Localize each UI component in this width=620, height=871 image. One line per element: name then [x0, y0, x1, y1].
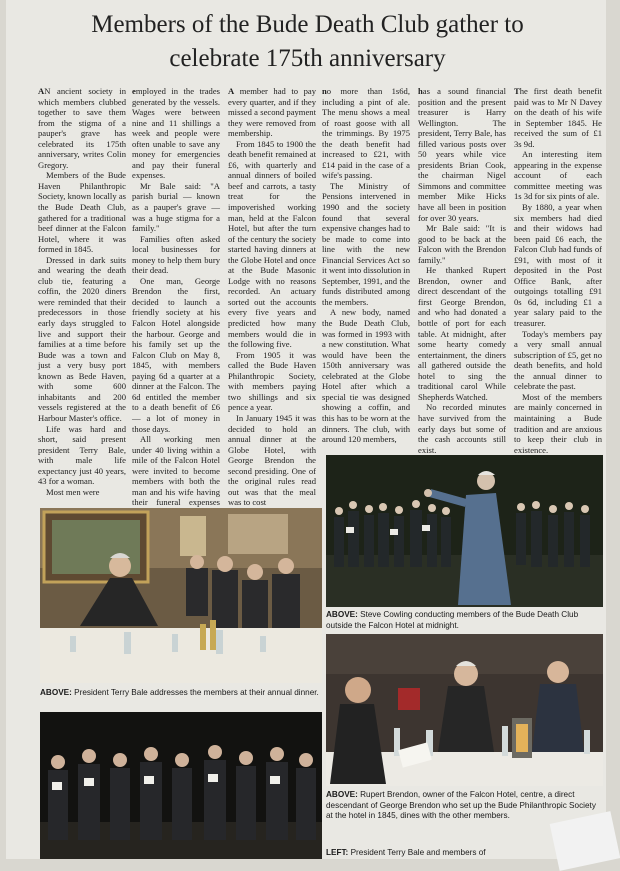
- paragraph: No recorded minutes have survived from the early days but some of the cash accounts still exist.: [418, 402, 506, 455]
- newspaper-page: [6, 0, 606, 859]
- headline: [20, 8, 595, 76]
- photo-members-singing: [40, 712, 322, 859]
- paragraph: In January 1945 it was decided to hold an annual dinner at the Globe Hotel, with George Brendon the second presiding. One of the original rules read out was that the meal was to cost: [228, 412, 316, 508]
- paragraph: employed in the trades generated by the vessels. Wages were between nine and 11 shillings a week and people were often unable to save any money for emergencies and pay their funeral expenses.: [132, 86, 220, 181]
- article-column-6: [514, 86, 602, 455]
- paragraph: The Ministry of Pensions intervened in 1990 and the society found that several expensive changes had to be made to come into line with the new Financial Services Act so it went into dissolution in September, 1991, and the funds distributed among the members.: [322, 180, 410, 307]
- article-column-5: [418, 86, 506, 455]
- caption-steve-cowling: [326, 610, 603, 631]
- paragraph: Life was hard and short, said present president Terry Bale, with male life expectancy just 40 years, 43 for a woman.: [38, 423, 126, 487]
- headline-line-2: celebrate 175th anniversary: [169, 45, 446, 72]
- paragraph: A new body, named the Bude Death Club, was formed in 1993 with a new constitution. What would have been the 150th anniversary was celebrated at the Globe Hotel after which a special tie was designed showing a coffin, and this has to be worn at the dinners. The club, with around 120 members,: [322, 307, 410, 445]
- article-column-1: [38, 86, 126, 506]
- photo-terry-bale-addresses: [40, 508, 322, 683]
- paragraph: He thanked Rupert Brendon, owner and direct descendant of the first George Brendon, and who had donated a bottle of port for each table. At midnight, after some hearty comedy entertainment, the diners all gathered outside the hotel to sing the traditional carol While Shepherds Watched.: [418, 265, 506, 402]
- caption-label: LEFT:: [326, 848, 349, 857]
- caption-label: ABOVE:: [326, 790, 358, 799]
- paragraph: Members of the Bude Haven Philanthropic Society, known locally as the Bude Death Club, gathered for a traditional beef dinner at the Falcon Hotel, where it was formed in 1845.: [38, 170, 126, 255]
- paragraph: The first death benefit paid was to Mr N Davey on the death of his wife in September 1845. He received the sum of £1 3s 9d.: [514, 86, 602, 149]
- paragraph: Mr Bale said: "It is good to be back at the Falcon with the Brendon family.": [418, 223, 506, 265]
- caption-text: Rupert Brendon, owner of the Falcon Hotel, centre, a direct descendant of George Brendon who set up the Bude Philanthropic Society at the hotel in 1845, dines with the other members.: [326, 790, 596, 820]
- caption-terry-bale: [40, 688, 322, 699]
- paragraph: Families often asked local businesses for money to help them bury their dead.: [132, 233, 220, 276]
- paragraph: has a sound financial position and the present treasurer is Harry Wellington. The president, Terry Bale, has filled various posts over 50 years while vice presidents Brian Cook, the chairman Nigel Simmons and committee member Mike Hicks have all been in position for over 30 years.: [418, 86, 506, 223]
- article-column-4: [322, 86, 410, 450]
- paragraph: From 1845 to 1900 the death benefit remained at £6, with quarterly and annual dinners of boiled beef and carrots, a tasty treat for the impoverished working man, held at the Falcon Hotel, but after the turn of the century the society started having dinners at the Globe Hotel and once at the Bude Masonic Lodge with no reasons recorded. An actuary sorted out the accounts every five years and predicted how many members would die in the following five.: [228, 138, 316, 350]
- paragraph: Today's members pay a very small annual subscription of £5, get no death benefits, and hold the annual dinner to celebrate the past.: [514, 328, 602, 392]
- paragraph: An interesting item appearing in the expense account of each committee meeting was 1s 3d for six pints of ale.: [514, 149, 602, 202]
- paragraph: no more than 1s6d, including a pint of ale. The menu shows a meal of roast goose with all the trimmings. By 1975 the death benefit had increased to £21, with £14 paid in the case of a wife's passing.: [322, 86, 410, 181]
- paragraph: Most men were: [46, 486, 100, 497]
- caption-label: ABOVE:: [40, 688, 72, 697]
- paragraph: Dressed in dark suits and wearing the death club tie, featuring a coffin, the 2020 diners were reminded that their predecessors in those early days struggled to live and support their families at a time before Bude was a town and just a very busy port known as Bede Haven, with some 600 inhabitants and 200 vessels registered at the Harbour Master's office.: [38, 254, 126, 423]
- photo-dinner-scene: [40, 508, 322, 683]
- caption-text: President Terry Bale addresses the members at their annual dinner.: [74, 688, 319, 697]
- caption-left-terry-bale: [326, 848, 516, 859]
- photo-outdoor-scene: [326, 455, 603, 607]
- headline-line-1: Members of the Bude Death Club gather to: [91, 11, 524, 38]
- caption-text: President Terry Bale and members of: [350, 848, 486, 857]
- photo-dining-table: [326, 634, 603, 786]
- caption-rupert-brendon: [326, 790, 603, 822]
- paragraph: Most of the members are mainly concerned in maintaining a Bude tradition and are anxious to keep their club in existence.: [514, 391, 602, 455]
- paragraph: One man, George Brendon the first, decided to launch a friendly society at his Falcon Hotel alongside the harbour. George and his family set up the Falcon Club on May 8, 1845, with members paying 6d a quarter at a dinner at the Falcon. The 6d entitled the member to a death benefit of £6 — a lot of money in those days.: [132, 275, 220, 434]
- article-column-3: [228, 86, 316, 506]
- article-column-2: [132, 86, 220, 506]
- paragraph: Mr Bale said: "A parish burial — known as a pauper's grave — was a huge stigma for a family.": [132, 180, 220, 234]
- paragraph: AN ancient society in which members clubbed together to save them from the stigma of a pauper's grave has celebrated its 175th anniversary, writes Colin Gregory.: [38, 86, 126, 170]
- photo-steve-cowling-conducting: [326, 455, 603, 607]
- photo-night-crowd: [40, 712, 322, 859]
- paragraph: A member had to pay every quarter, and if they missed a second payment they were removed from membership.: [228, 86, 316, 139]
- paragraph: By 1880, a year when six members had died and their widows had been paid £6 each, the Falcon Club had funds of £91, with most of it deposited in the Post Office Bank, after outgoings totalling £91 0s 6d, including £1 a year salary paid to the treasurer.: [514, 202, 602, 329]
- paragraph: All working men under 40 living within a mile of the Falcon Hotel were invited to become members with both the man and his wife having their funeral expenses: [132, 434, 220, 508]
- paragraph: From 1905 it was called the Bude Haven Philanthropic Society, with members paying two shillings and six pence a year.: [228, 349, 316, 413]
- caption-label: ABOVE:: [326, 610, 358, 619]
- photo-rupert-brendon-dining: [326, 634, 603, 786]
- caption-text: Steve Cowling conducting members of the Bude Death Club outside the Falcon Hotel at midnight.: [326, 610, 579, 630]
